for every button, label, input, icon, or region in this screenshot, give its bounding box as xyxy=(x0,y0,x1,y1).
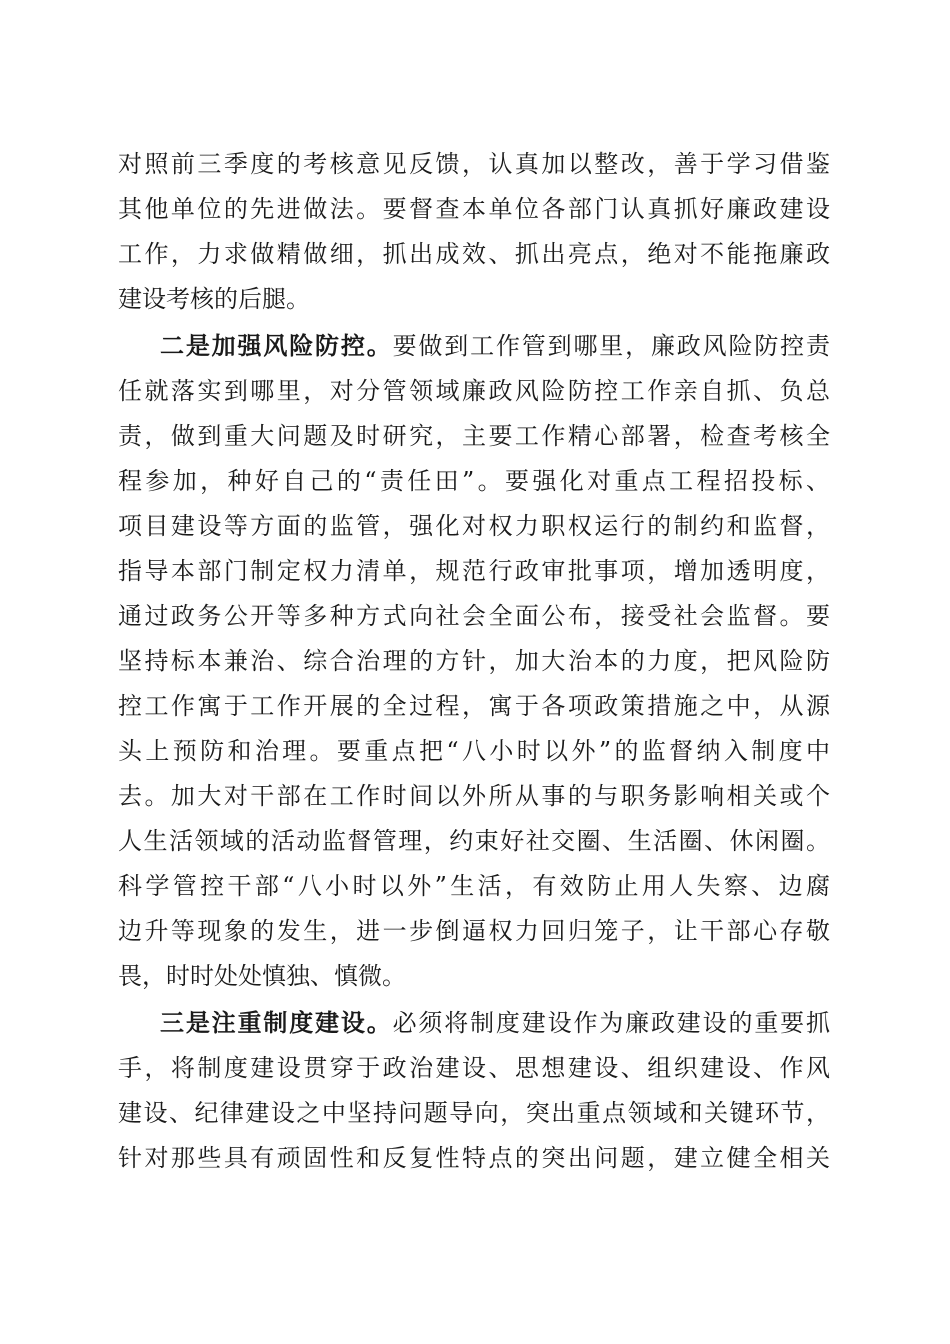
paragraph-3-line-1 xyxy=(160,1003,830,1043)
paragraph-2-line-6: 指导本部门制定权力清单，规范行政审批事项，增加透明度， xyxy=(118,557,830,585)
paragraph-2-line-1 xyxy=(160,326,830,366)
paragraph-1-line-4: 建设考核的后腿。 xyxy=(118,285,310,313)
paragraph-2-line-3: 责，做到重大问题及时研究，主要工作精心部署，检查考核全 xyxy=(118,422,830,450)
paragraph-3-line-4: 针对那些具有顽固性和反复性特点的突出问题，建立健全相关 xyxy=(118,1144,830,1172)
paragraph-2-line-10: 头上预防和治理。要重点把“八小时以外”的监督纳入制度中 xyxy=(118,737,830,765)
paragraph-2-line-11: 去。加大对干部在工作时间以外所从事的与职务影响相关或个 xyxy=(118,782,830,810)
paragraph-2-line-7: 通过政务公开等多种方式向社会全面公布，接受社会监督。要 xyxy=(118,602,830,630)
paragraph-1-line-3: 工作，力求做精做细，抓出成效、抓出亮点，绝对不能拖廉政 xyxy=(118,240,830,268)
paragraph-2-line-15: 畏，时时处处慎独、慎微。 xyxy=(118,962,406,990)
paragraph-3-line-2: 手，将制度建设贯穿于政治建设、思想建设、组织建设、作风 xyxy=(118,1054,830,1082)
paragraph-2-line-4: 程参加，种好自己的“责任田”。要强化对重点工程招投标、 xyxy=(118,467,830,495)
paragraph-2-line-14: 边升等现象的发生，进一步倒逼权力回归笼子，让干部心存敬 xyxy=(118,917,830,945)
paragraph-2-heading: 二是加强风险防控。 xyxy=(160,331,393,360)
paragraph-1-line-1: 对照前三季度的考核意见反馈，认真加以整改，善于学习借鉴 xyxy=(118,150,830,178)
paragraph-2-line-1-text: 要做到工作管到哪里，廉政风险防控责 xyxy=(392,332,831,360)
paragraph-3-line-1-text: 必须将制度建设作为廉政建设的重要抓 xyxy=(392,1009,831,1037)
paragraph-1-line-2: 其他单位的先进做法。要督查本单位各部门认真抓好廉政建设 xyxy=(118,195,830,223)
paragraph-3-heading: 三是注重制度建设。 xyxy=(160,1008,393,1037)
paragraph-2-line-9: 控工作寓于工作开展的全过程，寓于各项政策措施之中，从源 xyxy=(118,692,830,720)
paragraph-2-line-2: 任就落实到哪里，对分管领域廉政风险防控工作亲自抓、负总 xyxy=(118,377,830,405)
paragraph-2-line-5: 项目建设等方面的监管，强化对权力职权运行的制约和监督， xyxy=(118,512,830,540)
paragraph-2-line-12: 人生活领域的活动监督管理，约束好社交圈、生活圈、休闲圈。 xyxy=(118,827,830,855)
paragraph-2-line-8: 坚持标本兼治、综合治理的方针，加大治本的力度，把风险防 xyxy=(118,647,830,675)
paragraph-3-line-3: 建设、纪律建设之中坚持问题导向，突出重点领域和关键环节， xyxy=(118,1099,830,1127)
paragraph-2-line-13: 科学管控干部“八小时以外”生活，有效防止用人失察、边腐 xyxy=(118,872,830,900)
